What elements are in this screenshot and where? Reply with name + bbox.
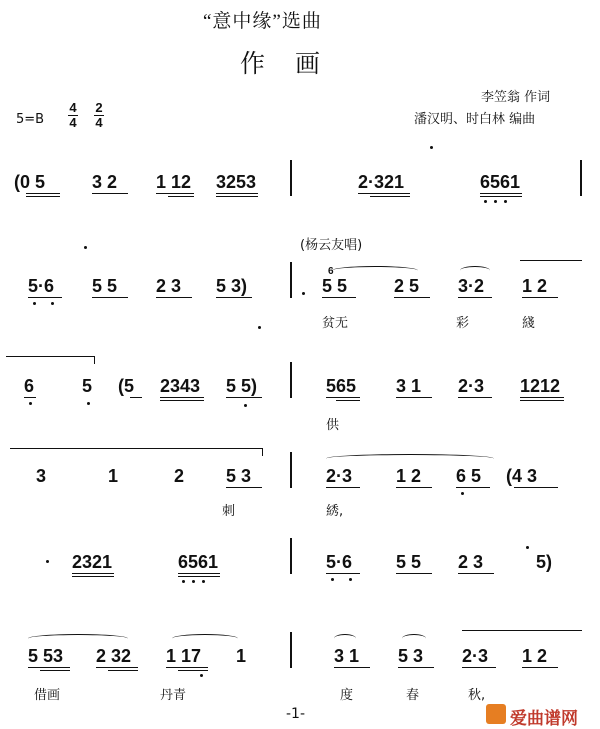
beam-line xyxy=(216,297,252,298)
beam-line xyxy=(160,397,204,398)
beam-line xyxy=(92,297,128,298)
note-group: 5·6 xyxy=(28,276,55,296)
note-group: 2321 xyxy=(72,552,113,572)
watermark-text: 爱曲谱网 xyxy=(510,709,578,729)
beam-line xyxy=(40,670,70,671)
ink-speck xyxy=(526,546,529,549)
low-octave-dot xyxy=(461,492,464,495)
song-title: “意中缘”选曲 xyxy=(203,11,322,32)
low-octave-dot xyxy=(87,402,90,405)
beam-line xyxy=(520,400,564,401)
lyricist-credit: 李笠翁 作词 xyxy=(481,90,551,105)
beam-line xyxy=(326,397,360,398)
beam-line xyxy=(24,397,36,398)
lyric: 秋, xyxy=(468,688,486,703)
low-octave-dot xyxy=(192,580,195,583)
beam-line xyxy=(514,487,558,488)
beam-line xyxy=(394,297,430,298)
beam-line xyxy=(326,487,360,488)
lyric: 刺 xyxy=(222,504,236,519)
beam-line xyxy=(458,397,492,398)
note-group: 2 3 xyxy=(458,552,484,572)
note-group: 2·3 xyxy=(462,646,489,666)
note-group: 6561 xyxy=(480,172,521,192)
beam-line xyxy=(226,397,262,398)
note-group: 3 xyxy=(36,466,47,486)
note-group: 1 2 xyxy=(396,466,422,486)
note-group: 6561 xyxy=(178,552,219,572)
beam-line xyxy=(456,487,490,488)
low-octave-dot xyxy=(504,200,507,203)
beam-line xyxy=(358,193,410,194)
low-octave-dot xyxy=(349,578,352,581)
note-group: 5 53 xyxy=(28,646,64,666)
note-group: 2·3 xyxy=(458,376,485,396)
note-group: 2·3 xyxy=(326,466,353,486)
beam-line xyxy=(178,576,220,577)
lyric: 度 xyxy=(340,688,354,703)
note-group: 2 xyxy=(174,466,185,486)
arranger-credit: 潘汉明、时白林 编曲 xyxy=(414,112,536,127)
beam-line xyxy=(396,487,432,488)
note-group: 1 2 xyxy=(522,646,548,666)
beam-line xyxy=(108,670,138,671)
beam-line xyxy=(156,297,192,298)
low-octave-dot xyxy=(200,674,203,677)
note-group: 1 xyxy=(236,646,247,666)
beam-line xyxy=(462,667,496,668)
beam-line xyxy=(26,196,60,197)
note-group: 2·321 xyxy=(358,172,405,192)
slur xyxy=(326,454,494,463)
note-group: 2 3 xyxy=(156,276,182,296)
lyric: 彩 xyxy=(456,316,470,331)
beam-line xyxy=(322,297,356,298)
beam-line xyxy=(166,667,208,668)
slur xyxy=(332,266,418,275)
note-group: 1 17 xyxy=(166,646,202,666)
bar-line xyxy=(290,632,292,668)
low-octave-dot xyxy=(182,580,185,583)
note-group: 1 xyxy=(108,466,119,486)
lyric: 綉, xyxy=(326,504,344,519)
slur xyxy=(334,634,356,643)
phrase-line xyxy=(262,448,263,456)
beam-line xyxy=(28,297,62,298)
note-group: 5 3 xyxy=(398,646,424,666)
low-octave-dot xyxy=(202,580,205,583)
note-group: 5) xyxy=(536,552,553,572)
bar-line xyxy=(290,538,292,574)
phrase-line xyxy=(462,630,582,631)
ink-speck xyxy=(430,146,433,149)
beam-line xyxy=(26,193,60,194)
note-group: 6 5 xyxy=(456,466,482,486)
note-group: 2 5 xyxy=(394,276,420,296)
phrase-line xyxy=(520,260,582,261)
lyric: 丹青 xyxy=(160,688,187,703)
low-octave-dot xyxy=(494,200,497,203)
note-group: 5 3) xyxy=(216,276,248,296)
note-group: 3253 xyxy=(216,172,257,192)
slur xyxy=(460,266,490,275)
note-group: 3 1 xyxy=(396,376,422,396)
page-number: -1- xyxy=(286,706,306,722)
time-signature-4-4: 4 4 xyxy=(69,100,77,130)
note-group: 6 xyxy=(24,376,35,396)
beam-line xyxy=(168,196,194,197)
beam-line xyxy=(72,576,114,577)
beam-line xyxy=(398,667,434,668)
key-signature: 5=B xyxy=(16,112,45,127)
beam-line xyxy=(458,297,492,298)
bar-line xyxy=(290,160,292,196)
ink-speck xyxy=(84,246,87,249)
beam-line xyxy=(226,487,262,488)
note-group: 5·6 xyxy=(326,552,353,572)
beam-line xyxy=(178,573,220,574)
beam-line xyxy=(92,193,128,194)
phrase-line xyxy=(6,356,94,357)
note-group: 565 xyxy=(326,376,357,396)
ink-speck xyxy=(258,326,261,329)
note-group: 5 5 xyxy=(322,276,348,296)
beam-line xyxy=(334,667,370,668)
slur xyxy=(28,634,128,643)
beam-line xyxy=(480,196,522,197)
watermark-logo-icon xyxy=(486,704,506,724)
low-octave-dot xyxy=(33,302,36,305)
note-group: 3 2 xyxy=(92,172,118,192)
beam-line xyxy=(480,193,522,194)
beam-line xyxy=(216,193,258,194)
note-group: 5 5 xyxy=(396,552,422,572)
bar-line xyxy=(290,362,292,398)
beam-line xyxy=(396,573,432,574)
note-group: 5 xyxy=(82,376,93,396)
beam-line xyxy=(72,573,114,574)
low-octave-dot xyxy=(331,578,334,581)
note-group: 3·2 xyxy=(458,276,485,296)
ink-speck xyxy=(46,560,49,563)
note-group: 5 5 xyxy=(92,276,118,296)
note-group: 3 1 xyxy=(334,646,360,666)
slur xyxy=(402,634,426,643)
piece-title: 作画 xyxy=(240,51,351,78)
lyric: 供 xyxy=(326,418,340,433)
beam-line xyxy=(326,573,360,574)
beam-line xyxy=(216,196,258,197)
lyric: 春 xyxy=(406,688,420,703)
beam-line xyxy=(130,397,142,398)
beam-line xyxy=(178,670,208,671)
low-octave-dot xyxy=(51,302,54,305)
lyric: 綫 xyxy=(522,316,536,331)
note-group: (5 xyxy=(118,376,135,396)
note-group: 2 32 xyxy=(96,646,132,666)
note-group: 1212 xyxy=(520,376,561,396)
ink-speck xyxy=(302,292,305,295)
bar-line xyxy=(290,262,292,298)
note-group: 2343 xyxy=(160,376,201,396)
slur xyxy=(172,634,238,643)
beam-line xyxy=(396,397,432,398)
note-group: 5 5) xyxy=(226,376,258,396)
beam-line xyxy=(522,667,558,668)
singer-note: (杨云友唱) xyxy=(300,238,363,253)
bar-line xyxy=(290,452,292,488)
low-octave-dot xyxy=(29,402,32,405)
bar-line xyxy=(580,160,582,196)
lyric: 贫无 xyxy=(322,316,349,331)
beam-line xyxy=(156,193,194,194)
beam-line xyxy=(522,297,558,298)
beam-line xyxy=(336,400,360,401)
beam-line xyxy=(160,400,204,401)
time-signature-2-4: 2 4 xyxy=(95,100,103,130)
beam-line xyxy=(370,196,410,197)
note-group: (0 5 xyxy=(14,172,46,192)
grace-note: 6 xyxy=(328,266,334,277)
note-group: (4 3 xyxy=(506,466,538,486)
phrase-line xyxy=(10,448,262,449)
note-group: 5 3 xyxy=(226,466,252,486)
beam-line xyxy=(520,397,564,398)
note-group: 1 12 xyxy=(156,172,192,192)
beam-line xyxy=(458,573,494,574)
lyric: 借画 xyxy=(34,688,61,703)
low-octave-dot xyxy=(244,404,247,407)
beam-line xyxy=(96,667,138,668)
note-group: 1 2 xyxy=(522,276,548,296)
beam-line xyxy=(28,667,70,668)
low-octave-dot xyxy=(484,200,487,203)
phrase-line xyxy=(94,356,95,364)
